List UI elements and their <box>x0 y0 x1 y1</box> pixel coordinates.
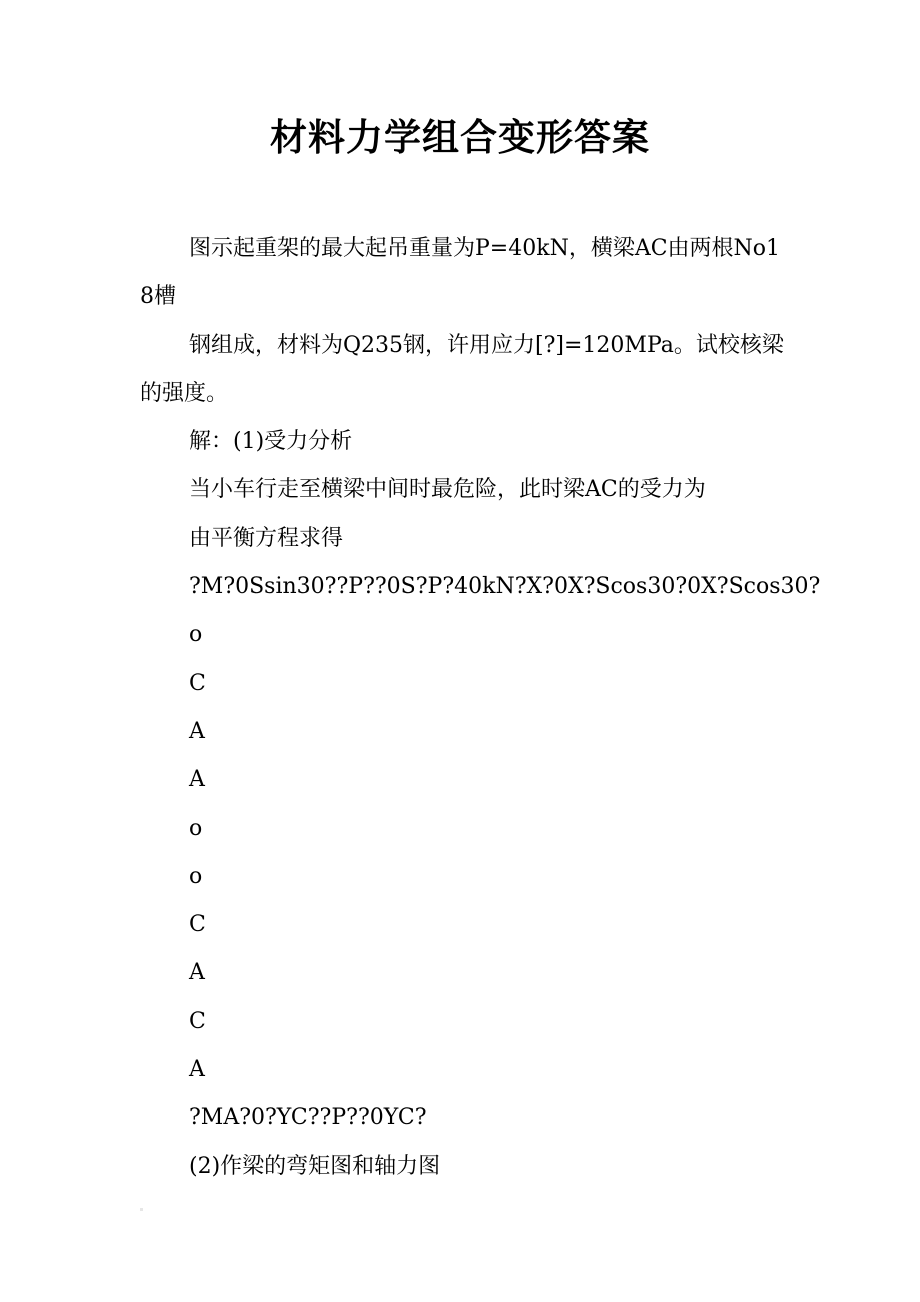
document-body <box>140 225 821 1191</box>
text-line: 当小车行走至横梁中间时最危险，此时梁AC的受力为 <box>189 477 706 503</box>
text-line: A <box>189 960 205 986</box>
text-line: C <box>189 912 206 938</box>
text-line: C <box>189 1008 206 1034</box>
text-line: A <box>189 718 205 744</box>
equation-line: ?MA?0?YC??P??0YC? <box>189 1105 427 1131</box>
scan-speck <box>140 1208 143 1211</box>
problem-statement-paragraph-2: 钢组成，材料为Q235钢，许用应力[?]=120MPa。试校核梁的强度。 <box>140 332 784 406</box>
text-line: 由平衡方程求得 <box>189 525 344 551</box>
text-line: A <box>189 767 205 793</box>
text-line: o <box>189 863 203 889</box>
solution-step-heading: (2)作梁的弯矩图和轴力图 <box>189 1153 441 1179</box>
problem-statement-paragraph-1: 图示起重架的最大起吊重量为P=40kN，横梁AC由两根No18槽 <box>140 236 781 310</box>
solution-step-heading: 解：(1)受力分析 <box>189 429 353 455</box>
text-line: o <box>189 622 203 648</box>
text-line: C <box>189 670 206 696</box>
document-title: 材料力学组合变形答案 <box>270 115 650 159</box>
text-line: o <box>189 815 203 841</box>
equation-line: ?M?0Ssin30??P??0S?P?40kN?X?0X?Scos30?0X?Scos30? <box>189 574 821 600</box>
text-line: A <box>189 1057 205 1083</box>
